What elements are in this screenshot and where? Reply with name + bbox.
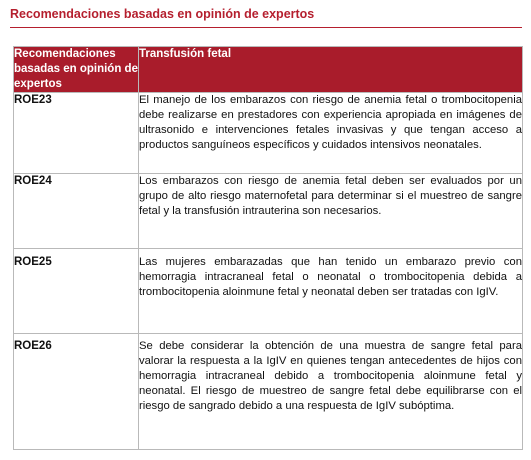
recommendations-table xyxy=(13,46,523,450)
recommendation-code: ROE26 xyxy=(14,334,139,450)
table-row xyxy=(14,249,523,334)
table-row xyxy=(14,93,523,174)
table-header-row xyxy=(14,47,523,93)
table-row xyxy=(14,174,523,249)
recommendation-text: Los embarazos con riesgo de anemia fetal deben ser evaluados por un grupo de alto riesgo maternofetal para determinar si el muestreo de sangre fetal y la transfusión intrauterina son necesarios. xyxy=(139,174,523,249)
recommendation-code: ROE25 xyxy=(14,249,139,334)
header-fetal-transfusion: Transfusión fetal xyxy=(139,47,523,93)
recommendation-text: Las mujeres embarazadas que han tenido un embarazo previo con hemorragia intracraneal fetal o neonatal o trombocitopenia debida a trombocitopenia aloinmune fetal y neonatal deben ser tratadas con IgIV. xyxy=(139,249,523,334)
page-title: Recomendaciones basadas en opinión de expertos xyxy=(10,7,315,21)
recommendation-code: ROE23 xyxy=(14,93,139,174)
table-row xyxy=(14,334,523,450)
header-recommendations: Recomendaciones basadas en opinión de expertos xyxy=(14,47,139,93)
recommendation-text: El manejo de los embarazos con riesgo de anemia fetal o trombocitopenia debe realizarse en prestadores con experiencia apropiada en imágenes de ultrasonido e intervenciones fetales invasivas y que tengan acceso a productos sanguíneos específicos y cuidados intensivos neonatales. xyxy=(139,93,523,174)
title-divider xyxy=(10,27,522,28)
recommendation-code: ROE24 xyxy=(14,174,139,249)
recommendation-text: Se debe considerar la obtención de una muestra de sangre fetal para valorar la respuesta a la IgIV en quienes tengan antecedentes de hijos con hemorragia intracraneal debido a trombocitopenia aloinmune fetal y neonatal. El riesgo de muestreo de sangre fetal debe equilibrarse con el riesgo de sangrado debido a una respuesta de IgIV subóptima. xyxy=(139,334,523,450)
